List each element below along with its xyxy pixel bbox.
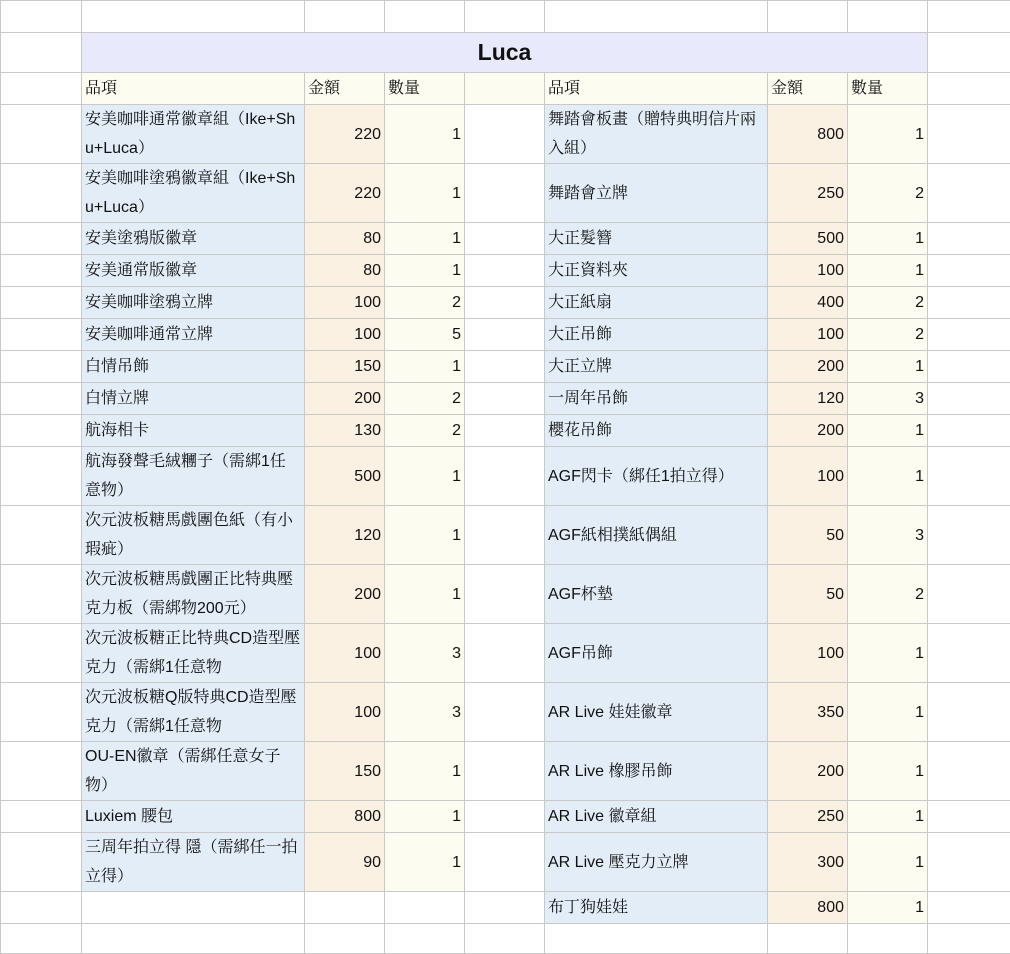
left-item-qty[interactable]: 1 xyxy=(385,255,465,287)
sheet-row xyxy=(1,565,1010,624)
left-item-qty[interactable]: 1 xyxy=(385,351,465,383)
empty-cell[interactable] xyxy=(305,1,385,33)
empty-cell[interactable] xyxy=(928,506,1010,565)
right-item-name[interactable]: 一周年吊飾 xyxy=(545,383,768,415)
empty-cell[interactable] xyxy=(305,892,385,924)
header-price-right[interactable]: 金額 xyxy=(768,73,848,105)
empty-cell[interactable] xyxy=(928,383,1010,415)
left-item-name[interactable]: 安美咖啡通常立牌 xyxy=(82,319,305,351)
empty-cell[interactable] xyxy=(545,1,768,33)
right-item-price[interactable]: 200 xyxy=(768,351,848,383)
left-item-price[interactable]: 100 xyxy=(305,683,385,742)
sheet-row xyxy=(1,351,1010,383)
empty-cell[interactable] xyxy=(1,415,82,447)
empty-cell[interactable] xyxy=(465,833,545,892)
left-item-name[interactable]: 航海發聲毛絨糰子（需綁1任意物） xyxy=(82,447,305,506)
left-item-name[interactable]: 安美塗鴉版徽章 xyxy=(82,223,305,255)
empty-cell[interactable] xyxy=(1,33,82,73)
right-item-price[interactable]: 200 xyxy=(768,415,848,447)
sheet-row xyxy=(1,801,1010,833)
left-item-price[interactable]: 500 xyxy=(305,447,385,506)
left-item-price[interactable]: 200 xyxy=(305,565,385,624)
left-item-price[interactable]: 80 xyxy=(305,255,385,287)
empty-cell[interactable] xyxy=(928,105,1010,164)
sheet-row xyxy=(1,383,1010,415)
empty-cell[interactable] xyxy=(465,447,545,506)
empty-cell[interactable] xyxy=(465,415,545,447)
empty-cell[interactable] xyxy=(1,624,82,683)
empty-cell[interactable] xyxy=(82,924,305,954)
left-item-qty[interactable]: 1 xyxy=(385,833,465,892)
right-item-price[interactable]: 500 xyxy=(768,223,848,255)
right-item-price[interactable]: 100 xyxy=(768,255,848,287)
right-item-name[interactable]: 舞踏會立牌 xyxy=(545,164,768,223)
empty-cell[interactable] xyxy=(465,892,545,924)
empty-cell[interactable] xyxy=(1,287,82,319)
empty-cell[interactable] xyxy=(465,105,545,164)
empty-cell[interactable] xyxy=(465,319,545,351)
empty-cell[interactable] xyxy=(1,506,82,565)
empty-cell[interactable] xyxy=(928,447,1010,506)
left-item-name[interactable]: 安美咖啡通常徽章組（Ike+Shu+Luca） xyxy=(82,105,305,164)
left-item-price[interactable]: 150 xyxy=(305,351,385,383)
right-item-name[interactable]: 櫻花吊飾 xyxy=(545,415,768,447)
empty-cell[interactable] xyxy=(928,255,1010,287)
sheet-row xyxy=(1,624,1010,683)
sheet-title[interactable]: Luca xyxy=(82,33,928,73)
right-item-qty[interactable]: 1 xyxy=(848,624,928,683)
left-item-price[interactable]: 120 xyxy=(305,506,385,565)
empty-cell[interactable] xyxy=(1,1,82,33)
right-item-qty[interactable]: 1 xyxy=(848,105,928,164)
right-item-name[interactable]: AR Live 娃娃徽章 xyxy=(545,683,768,742)
right-item-price[interactable]: 100 xyxy=(768,319,848,351)
empty-cell[interactable] xyxy=(928,415,1010,447)
right-item-qty[interactable]: 1 xyxy=(848,351,928,383)
right-item-qty[interactable]: 1 xyxy=(848,415,928,447)
right-item-qty[interactable]: 1 xyxy=(848,801,928,833)
right-item-price[interactable]: 200 xyxy=(768,742,848,801)
empty-cell[interactable] xyxy=(928,287,1010,319)
left-item-qty[interactable]: 2 xyxy=(385,287,465,319)
right-item-qty[interactable]: 3 xyxy=(848,383,928,415)
empty-cell[interactable] xyxy=(1,447,82,506)
left-item-price[interactable]: 800 xyxy=(305,801,385,833)
sheet-row xyxy=(1,892,1010,924)
empty-cell[interactable] xyxy=(465,924,545,954)
left-item-name[interactable]: 次元波板糖馬戲團正比特典壓克力板（需綁物200元） xyxy=(82,565,305,624)
right-item-price[interactable]: 250 xyxy=(768,164,848,223)
empty-cell[interactable] xyxy=(928,683,1010,742)
empty-cell[interactable] xyxy=(1,833,82,892)
left-item-qty[interactable]: 3 xyxy=(385,683,465,742)
left-item-qty[interactable]: 1 xyxy=(385,565,465,624)
left-item-qty[interactable]: 1 xyxy=(385,223,465,255)
left-item-price[interactable]: 200 xyxy=(305,383,385,415)
right-item-price[interactable]: 120 xyxy=(768,383,848,415)
empty-cell[interactable] xyxy=(768,1,848,33)
empty-cell[interactable] xyxy=(1,351,82,383)
empty-cell[interactable] xyxy=(1,801,82,833)
sheet-row xyxy=(1,105,1010,164)
left-item-name[interactable]: 次元波板糖正比特典CD造型壓克力（需綁1任意物 xyxy=(82,624,305,683)
sheet-row xyxy=(1,319,1010,351)
empty-cell[interactable] xyxy=(1,105,82,164)
empty-cell[interactable] xyxy=(465,383,545,415)
left-item-name[interactable]: OU-EN徽章（需綁任意女子物） xyxy=(82,742,305,801)
empty-cell[interactable] xyxy=(848,1,928,33)
right-item-name[interactable]: 大正資料夾 xyxy=(545,255,768,287)
right-item-name[interactable]: AGF紙相撲紙偶組 xyxy=(545,506,768,565)
right-item-price[interactable]: 800 xyxy=(768,892,848,924)
empty-cell[interactable] xyxy=(1,223,82,255)
right-item-price[interactable]: 800 xyxy=(768,105,848,164)
sheet-row xyxy=(1,924,1010,954)
sheet-row xyxy=(1,833,1010,892)
empty-cell[interactable] xyxy=(1,892,82,924)
left-item-name[interactable]: Luxiem 腰包 xyxy=(82,801,305,833)
empty-cell[interactable] xyxy=(465,164,545,223)
left-item-price[interactable]: 130 xyxy=(305,415,385,447)
left-item-qty[interactable]: 1 xyxy=(385,801,465,833)
empty-cell[interactable] xyxy=(465,506,545,565)
left-item-qty[interactable]: 1 xyxy=(385,742,465,801)
left-item-qty[interactable]: 3 xyxy=(385,624,465,683)
empty-cell[interactable] xyxy=(1,742,82,801)
right-item-price[interactable]: 300 xyxy=(768,833,848,892)
right-item-price[interactable]: 50 xyxy=(768,565,848,624)
empty-cell[interactable] xyxy=(928,33,1010,73)
empty-cell[interactable] xyxy=(305,924,385,954)
left-item-name[interactable]: 次元波板糖Q版特典CD造型壓克力（需綁1任意物 xyxy=(82,683,305,742)
empty-cell[interactable] xyxy=(385,892,465,924)
empty-cell[interactable] xyxy=(928,742,1010,801)
sheet-row xyxy=(1,223,1010,255)
right-item-name[interactable]: AR Live 壓克力立牌 xyxy=(545,833,768,892)
sheet-row xyxy=(1,1,1010,33)
sheet-row xyxy=(1,683,1010,742)
empty-cell[interactable] xyxy=(465,565,545,624)
right-item-qty[interactable]: 1 xyxy=(848,742,928,801)
right-item-name[interactable]: 舞踏會板畫（贈特典明信片兩入組） xyxy=(545,105,768,164)
empty-cell[interactable] xyxy=(928,833,1010,892)
sheet-row xyxy=(1,255,1010,287)
left-item-qty[interactable]: 1 xyxy=(385,164,465,223)
right-item-price[interactable]: 100 xyxy=(768,447,848,506)
empty-cell[interactable] xyxy=(465,624,545,683)
header-price-left[interactable]: 金額 xyxy=(305,73,385,105)
left-item-name[interactable]: 安美通常版徽章 xyxy=(82,255,305,287)
right-item-qty[interactable]: 3 xyxy=(848,506,928,565)
empty-cell[interactable] xyxy=(1,255,82,287)
header-qty-right[interactable]: 數量 xyxy=(848,73,928,105)
right-item-qty[interactable]: 2 xyxy=(848,319,928,351)
empty-cell[interactable] xyxy=(928,565,1010,624)
empty-cell[interactable] xyxy=(545,924,768,954)
left-item-qty[interactable]: 5 xyxy=(385,319,465,351)
left-item-price[interactable]: 150 xyxy=(305,742,385,801)
left-item-price[interactable]: 220 xyxy=(305,164,385,223)
right-item-qty[interactable]: 2 xyxy=(848,565,928,624)
empty-cell[interactable] xyxy=(928,924,1010,954)
right-item-price[interactable]: 400 xyxy=(768,287,848,319)
empty-cell[interactable] xyxy=(928,801,1010,833)
empty-cell[interactable] xyxy=(1,565,82,624)
empty-cell[interactable] xyxy=(928,351,1010,383)
header-qty-left[interactable]: 數量 xyxy=(385,73,465,105)
empty-cell[interactable] xyxy=(465,801,545,833)
right-item-name[interactable]: 大正立牌 xyxy=(545,351,768,383)
spacer-cell[interactable] xyxy=(465,73,545,105)
header-item-right[interactable]: 品項 xyxy=(545,73,768,105)
empty-cell[interactable] xyxy=(465,1,545,33)
right-item-qty[interactable]: 1 xyxy=(848,447,928,506)
empty-cell[interactable] xyxy=(1,164,82,223)
sheet-row xyxy=(1,742,1010,801)
empty-cell[interactable] xyxy=(465,287,545,319)
right-item-name[interactable]: AR Live 徽章組 xyxy=(545,801,768,833)
sheet-row xyxy=(1,506,1010,565)
sheet-row xyxy=(1,447,1010,506)
empty-cell[interactable] xyxy=(465,742,545,801)
sheet-row xyxy=(1,33,1010,73)
sheet-row xyxy=(1,73,1010,105)
left-item-price[interactable]: 100 xyxy=(305,287,385,319)
left-item-price[interactable]: 100 xyxy=(305,624,385,683)
right-item-price[interactable]: 350 xyxy=(768,683,848,742)
empty-cell[interactable] xyxy=(928,223,1010,255)
right-item-name[interactable]: AGF吊飾 xyxy=(545,624,768,683)
left-item-qty[interactable]: 2 xyxy=(385,415,465,447)
empty-cell[interactable] xyxy=(1,319,82,351)
left-item-qty[interactable]: 1 xyxy=(385,447,465,506)
left-item-name[interactable]: 次元波板糖馬戲團色紙（有小瑕疵） xyxy=(82,506,305,565)
empty-cell[interactable] xyxy=(928,164,1010,223)
sheet-row xyxy=(1,164,1010,223)
right-item-qty[interactable]: 1 xyxy=(848,833,928,892)
right-item-name[interactable]: AGF杯墊 xyxy=(545,565,768,624)
left-item-name[interactable]: 白情吊飾 xyxy=(82,351,305,383)
right-item-price[interactable]: 50 xyxy=(768,506,848,565)
left-item-price[interactable]: 220 xyxy=(305,105,385,164)
left-item-qty[interactable]: 2 xyxy=(385,383,465,415)
left-item-name[interactable]: 安美咖啡塗鴉立牌 xyxy=(82,287,305,319)
empty-cell[interactable] xyxy=(928,1,1010,33)
right-item-name[interactable]: 大正紙扇 xyxy=(545,287,768,319)
right-item-price[interactable]: 250 xyxy=(768,801,848,833)
empty-cell[interactable] xyxy=(82,892,305,924)
empty-cell[interactable] xyxy=(465,683,545,742)
empty-cell[interactable] xyxy=(465,351,545,383)
header-item-left[interactable]: 品項 xyxy=(82,73,305,105)
sheet-row xyxy=(1,415,1010,447)
left-item-price[interactable]: 80 xyxy=(305,223,385,255)
empty-cell[interactable] xyxy=(848,924,928,954)
empty-cell[interactable] xyxy=(465,223,545,255)
right-item-qty[interactable]: 1 xyxy=(848,892,928,924)
empty-cell[interactable] xyxy=(1,383,82,415)
right-item-name[interactable]: AGF閃卡（綁任1拍立得） xyxy=(545,447,768,506)
empty-cell[interactable] xyxy=(768,924,848,954)
empty-cell[interactable] xyxy=(928,319,1010,351)
empty-cell[interactable] xyxy=(928,73,1010,105)
empty-cell[interactable] xyxy=(928,624,1010,683)
right-item-name[interactable]: 大正髮簪 xyxy=(545,223,768,255)
right-item-qty[interactable]: 2 xyxy=(848,164,928,223)
right-item-qty[interactable]: 1 xyxy=(848,683,928,742)
empty-cell[interactable] xyxy=(1,924,82,954)
empty-cell[interactable] xyxy=(82,1,305,33)
empty-cell[interactable] xyxy=(1,683,82,742)
right-item-qty[interactable]: 1 xyxy=(848,223,928,255)
right-item-qty[interactable]: 2 xyxy=(848,287,928,319)
empty-cell[interactable] xyxy=(465,255,545,287)
empty-cell[interactable] xyxy=(1,73,82,105)
right-item-name[interactable]: 布丁狗娃娃 xyxy=(545,892,768,924)
left-item-qty[interactable]: 1 xyxy=(385,105,465,164)
left-item-price[interactable]: 100 xyxy=(305,319,385,351)
left-item-name[interactable]: 白情立牌 xyxy=(82,383,305,415)
right-item-qty[interactable]: 1 xyxy=(848,255,928,287)
right-item-name[interactable]: 大正吊飾 xyxy=(545,319,768,351)
sheet-row xyxy=(1,287,1010,319)
empty-cell[interactable] xyxy=(385,924,465,954)
left-item-name[interactable]: 安美咖啡塗鴉徽章組（Ike+Shu+Luca） xyxy=(82,164,305,223)
right-item-price[interactable]: 100 xyxy=(768,624,848,683)
left-item-qty[interactable]: 1 xyxy=(385,506,465,565)
left-item-price[interactable]: 90 xyxy=(305,833,385,892)
left-item-name[interactable]: 三周年拍立得 隱（需綁任一拍立得） xyxy=(82,833,305,892)
empty-cell[interactable] xyxy=(928,892,1010,924)
empty-cell[interactable] xyxy=(385,1,465,33)
right-item-name[interactable]: AR Live 橡膠吊飾 xyxy=(545,742,768,801)
left-item-name[interactable]: 航海相卡 xyxy=(82,415,305,447)
